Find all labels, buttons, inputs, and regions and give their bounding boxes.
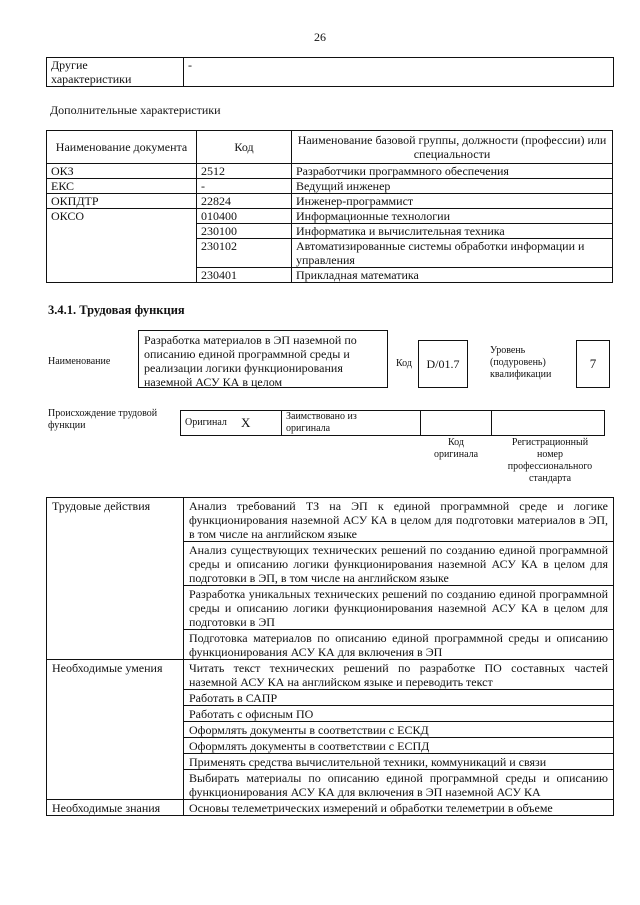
additional-characteristics-table	[46, 130, 613, 283]
labor-function-table	[46, 497, 614, 816]
origin-table	[180, 410, 605, 436]
knowledge-label: Необходимые знания	[47, 800, 184, 816]
table-row: ОКСО 010400 Информационные технологии	[47, 209, 613, 224]
origin-code-cell	[421, 411, 492, 436]
function-name-box: Разработка материалов в ЭП наземной по описанию единой программной среды и реализации логики функционирования наземной АСУ КА в целом	[138, 330, 388, 388]
section-title: 3.4.1. Трудовая функция	[48, 303, 185, 317]
table-row: Оформлять документы в соответствии с ЕСПД	[47, 738, 614, 754]
header-doc-name: Наименование документа	[47, 131, 197, 164]
table-row: 230102 Автоматизированные системы обработки информации и управления	[47, 239, 613, 268]
table-row: Необходимые знания Основы телеметрических измерений и обработки телеметрии в объеме	[47, 800, 614, 816]
level-box: 7	[576, 340, 610, 388]
code-label: Код	[396, 358, 412, 369]
table-row: Подготовка материалов по описанию единой программной среды и описанию функционирования АСУ КА для включения в ЭП	[47, 630, 614, 660]
header-group-name: Наименование базовой группы, должности (профессии) или специальности	[292, 131, 613, 164]
header-code: Код	[197, 131, 292, 164]
original-label: Оригинал	[181, 411, 238, 436]
origin-reg-cell	[492, 411, 605, 436]
other-characteristics-value: -	[184, 58, 614, 87]
table-row: 230401 Прикладная математика	[47, 268, 613, 283]
labor-actions-label: Трудовые действия	[47, 498, 184, 660]
table-row: ЕКС - Ведущий инженер	[47, 179, 613, 194]
table-row: Анализ существующих технических решений по созданию единой программной среды и описанию логики функционирования наземной АСУ КА в целом для подготовки в ЭП, в том числе на английском языке	[47, 542, 614, 586]
other-characteristics-label: Другие характеристики	[47, 58, 184, 87]
table-row: Работать с офисным ПО	[47, 706, 614, 722]
table-row: Выбирать материалы по описанию единой программной среды и описанию функционирования АСУ КА для включения в ЭП наземной АСУ КА	[47, 770, 614, 800]
table-row: Разработка уникальных технических решений по созданию единой программной среды и описанию логики функционирования наземной АСУ КА в целом для подготовки в ЭП	[47, 586, 614, 630]
table-row: Трудовые действия Анализ требований ТЗ на ЭП к единой программной среде и логике функционирования наземной АСУ КА в целом для подготовки материалов в ЭП, в том числе на английском языке	[47, 498, 614, 542]
table-row: ОКЗ 2512 Разработчики программного обеспечения	[47, 164, 613, 179]
table-row: Необходимые умения Читать текст технических решений по разработке ПО составных частей наземной АСУ КА на английском языке и переводить текст	[47, 660, 614, 690]
other-characteristics-table	[46, 57, 614, 87]
name-label: Наименование	[48, 356, 111, 367]
borrowed-label: Заимствовано из оригинала	[282, 411, 421, 436]
table-row: Оформлять документы в соответствии с ЕСКД	[47, 722, 614, 738]
function-code-box: D/01.7	[418, 340, 468, 388]
reg-number-caption: Регистрационный номер профессионального стандарта	[507, 437, 593, 484]
original-mark: X	[237, 411, 282, 436]
origin-label: Происхождение трудовой функции	[48, 408, 158, 431]
page-number: 26	[314, 30, 326, 44]
skills-label: Необходимые умения	[47, 660, 184, 800]
level-label: Уровень (подуровень) квалификации	[490, 345, 552, 380]
additional-characteristics-title: Дополнительные характеристики	[50, 103, 221, 117]
table-row: 230100 Информатика и вычислительная техника	[47, 224, 613, 239]
code-original-caption: Код оригинала	[433, 437, 479, 460]
table-row: Работать в САПР	[47, 690, 614, 706]
table-row: Применять средства вычислительной техники, коммуникаций и связи	[47, 754, 614, 770]
table-row: ОКПДТР 22824 Инженер-программист	[47, 194, 613, 209]
